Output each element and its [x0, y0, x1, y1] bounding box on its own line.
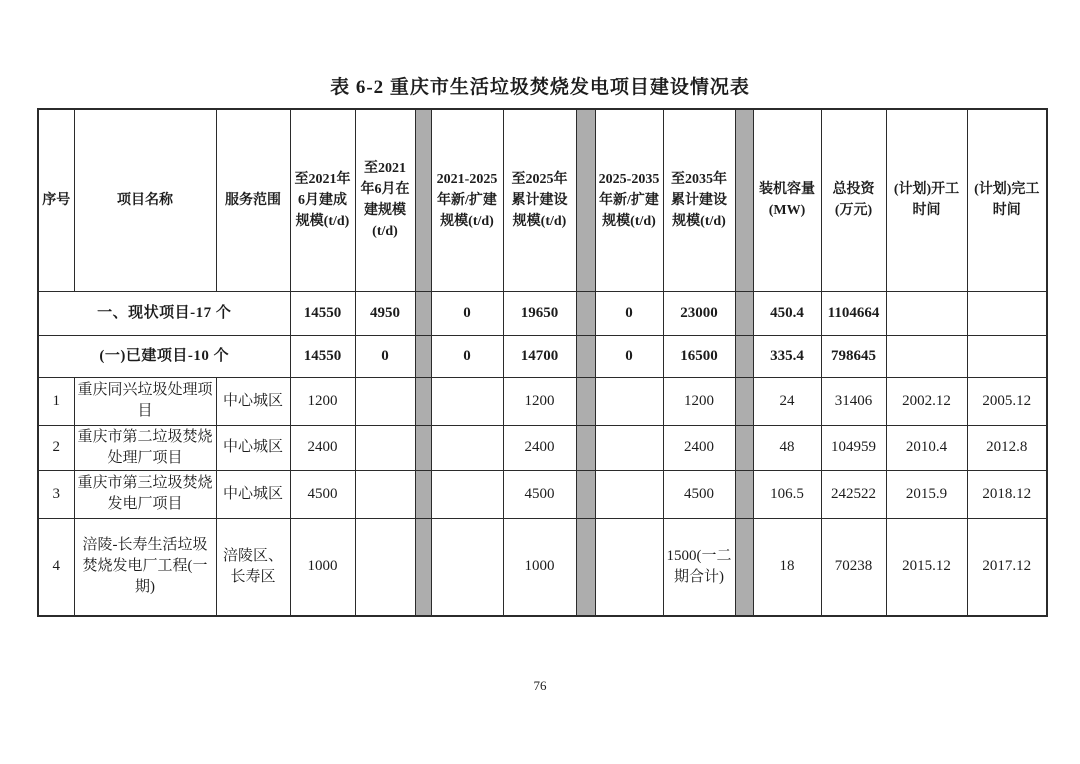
cell-built-2021: 2400 — [290, 425, 355, 470]
summary-row-current-projects — [38, 291, 1047, 335]
cell-finish-time: 2005.12 — [967, 377, 1047, 425]
cell-built-2021: 14550 — [290, 291, 355, 335]
cell-built-2021: 4500 — [290, 470, 355, 518]
cell-finish-time: 2017.12 — [967, 518, 1047, 616]
cell-service-scope: 涪陵区、长寿区 — [216, 518, 290, 616]
cell-investment: 31406 — [821, 377, 886, 425]
cell-new-2021-2025 — [431, 470, 503, 518]
summary-label: (一)已建项目-10 个 — [38, 335, 290, 377]
separator-cell — [735, 291, 753, 335]
cell-under-2021 — [355, 470, 415, 518]
cell-cumulative-2025: 1200 — [503, 377, 576, 425]
cell-no: 4 — [38, 518, 74, 616]
separator-cell — [576, 377, 595, 425]
header-built-2021: 至2021年6月建成规模(t/d) — [290, 109, 355, 291]
cell-service-scope: 中心城区 — [216, 377, 290, 425]
summary-label: 一、现状项目-17 个 — [38, 291, 290, 335]
project-row-4 — [38, 518, 1047, 616]
cell-cumulative-2025: 14700 — [503, 335, 576, 377]
header-no: 序号 — [38, 109, 74, 291]
cell-under-2021: 4950 — [355, 291, 415, 335]
separator-cell — [415, 425, 431, 470]
separator-cell — [735, 518, 753, 616]
cell-finish-time — [967, 335, 1047, 377]
cell-capacity: 450.4 — [753, 291, 821, 335]
project-row-2 — [38, 425, 1047, 470]
cell-project-name: 涪陵-长寿生活垃圾焚烧发电厂工程(一期) — [74, 518, 216, 616]
cell-cumulative-2035: 23000 — [663, 291, 735, 335]
separator-cell — [735, 425, 753, 470]
cell-investment: 70238 — [821, 518, 886, 616]
cell-investment: 1104664 — [821, 291, 886, 335]
cell-under-2021 — [355, 377, 415, 425]
cell-under-2021 — [355, 425, 415, 470]
header-cumulative-2035: 至2035年累计建设规模(t/d) — [663, 109, 735, 291]
cell-under-2021 — [355, 518, 415, 616]
cell-investment: 104959 — [821, 425, 886, 470]
cell-start-time — [886, 291, 967, 335]
header-new-2025-2035: 2025-2035年新/扩建规模(t/d) — [595, 109, 663, 291]
cell-capacity: 106.5 — [753, 470, 821, 518]
separator-cell — [576, 109, 595, 291]
separator-cell — [735, 470, 753, 518]
cell-new-2021-2025: 0 — [431, 291, 503, 335]
page-title: 表 6-2 重庆市生活垃圾焚烧发电项目建设情况表 — [330, 77, 750, 98]
cell-capacity: 335.4 — [753, 335, 821, 377]
separator-cell — [735, 377, 753, 425]
separator-cell — [735, 109, 753, 291]
cell-cumulative-2025: 1000 — [503, 518, 576, 616]
separator-cell — [415, 291, 431, 335]
cell-no: 1 — [38, 377, 74, 425]
separator-cell — [576, 470, 595, 518]
cell-cumulative-2035: 1500(一二期合计) — [663, 518, 735, 616]
cell-start-time: 2015.9 — [886, 470, 967, 518]
projects-table — [37, 108, 1048, 617]
cell-project-name: 重庆同兴垃圾处理项目 — [74, 377, 216, 425]
cell-cumulative-2035: 1200 — [663, 377, 735, 425]
page-number: 76 — [533, 678, 547, 693]
cell-capacity: 48 — [753, 425, 821, 470]
header-service-scope: 服务范围 — [216, 109, 290, 291]
cell-new-2025-2035 — [595, 425, 663, 470]
cell-cumulative-2025: 2400 — [503, 425, 576, 470]
table-header-row — [38, 109, 1047, 291]
cell-project-name: 重庆市第二垃圾焚烧处理厂项目 — [74, 425, 216, 470]
cell-capacity: 24 — [753, 377, 821, 425]
cell-investment: 242522 — [821, 470, 886, 518]
cell-cumulative-2025: 4500 — [503, 470, 576, 518]
cell-new-2025-2035 — [595, 377, 663, 425]
cell-service-scope: 中心城区 — [216, 470, 290, 518]
header-planned-finish: (计划)完工时间 — [967, 109, 1047, 291]
cell-new-2021-2025 — [431, 377, 503, 425]
project-row-3 — [38, 470, 1047, 518]
cell-built-2021: 14550 — [290, 335, 355, 377]
cell-finish-time: 2018.12 — [967, 470, 1047, 518]
header-project-name: 项目名称 — [74, 109, 216, 291]
header-total-investment: 总投资(万元) — [821, 109, 886, 291]
cell-new-2025-2035: 0 — [595, 291, 663, 335]
header-cumulative-2025: 至2025年累计建设规模(t/d) — [503, 109, 576, 291]
separator-cell — [576, 425, 595, 470]
cell-start-time — [886, 335, 967, 377]
cell-new-2025-2035 — [595, 518, 663, 616]
separator-cell — [576, 518, 595, 616]
project-row-1 — [38, 377, 1047, 425]
header-under-construction-2021: 至2021年6月在建规模(t/d) — [355, 109, 415, 291]
cell-under-2021: 0 — [355, 335, 415, 377]
cell-finish-time: 2012.8 — [967, 425, 1047, 470]
cell-no: 2 — [38, 425, 74, 470]
separator-cell — [415, 470, 431, 518]
cell-start-time: 2010.4 — [886, 425, 967, 470]
separator-cell — [415, 377, 431, 425]
separator-cell — [576, 291, 595, 335]
header-installed-capacity: 装机容量(MW) — [753, 109, 821, 291]
separator-cell — [735, 335, 753, 377]
cell-service-scope: 中心城区 — [216, 425, 290, 470]
summary-row-built-projects — [38, 335, 1047, 377]
cell-cumulative-2035: 2400 — [663, 425, 735, 470]
separator-cell — [576, 335, 595, 377]
cell-built-2021: 1200 — [290, 377, 355, 425]
cell-no: 3 — [38, 470, 74, 518]
cell-project-name: 重庆市第三垃圾焚烧发电厂项目 — [74, 470, 216, 518]
cell-new-2025-2035: 0 — [595, 335, 663, 377]
header-new-2021-2025: 2021-2025年新/扩建规模(t/d) — [431, 109, 503, 291]
cell-cumulative-2035: 4500 — [663, 470, 735, 518]
cell-new-2025-2035 — [595, 470, 663, 518]
cell-capacity: 18 — [753, 518, 821, 616]
header-planned-start: (计划)开工时间 — [886, 109, 967, 291]
cell-start-time: 2015.12 — [886, 518, 967, 616]
cell-finish-time — [967, 291, 1047, 335]
cell-investment: 798645 — [821, 335, 886, 377]
cell-built-2021: 1000 — [290, 518, 355, 616]
separator-cell — [415, 335, 431, 377]
cell-cumulative-2035: 16500 — [663, 335, 735, 377]
cell-start-time: 2002.12 — [886, 377, 967, 425]
cell-new-2021-2025 — [431, 518, 503, 616]
cell-new-2021-2025: 0 — [431, 335, 503, 377]
cell-cumulative-2025: 19650 — [503, 291, 576, 335]
separator-cell — [415, 518, 431, 616]
separator-cell — [415, 109, 431, 291]
cell-new-2021-2025 — [431, 425, 503, 470]
